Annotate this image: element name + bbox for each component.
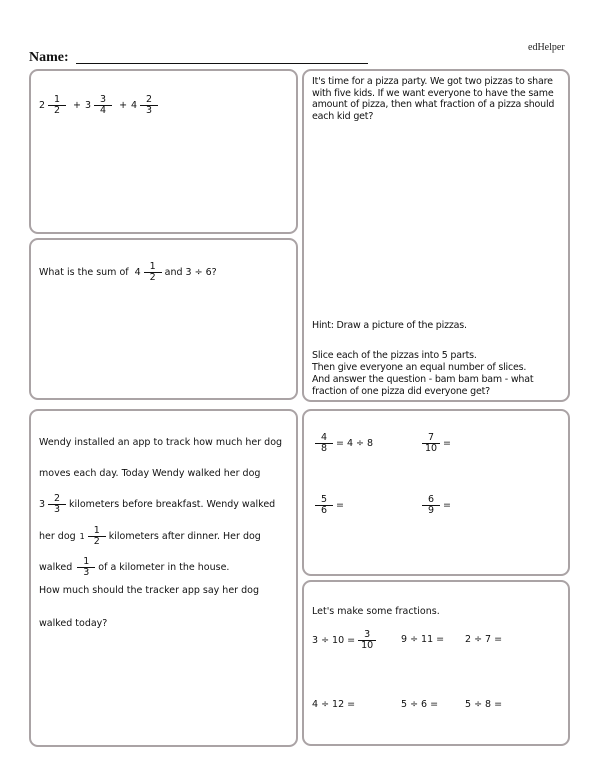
- whole-number: 3: [85, 100, 92, 111]
- fraction: $\frac{2}{3}$: [48, 494, 66, 515]
- problem-box-dog-tracker: [29, 409, 298, 747]
- question-text: and 3 ÷ 6?: [164, 267, 217, 278]
- problem-box-make-fractions: [302, 580, 570, 746]
- story-line: 3 $\frac{2}{3}$ kilometers before breakfast. Wendy walked: [39, 493, 276, 515]
- division-item: 9 ÷ 11 =: [401, 634, 445, 645]
- fraction: $\frac{1}{2}$: [48, 95, 66, 116]
- division-example: 3 ÷ 10 = $\frac{3}{10}$: [312, 630, 379, 651]
- plus-sign: +: [119, 100, 128, 111]
- pizza-step: Slice each of the pizzas into 5 parts.: [312, 350, 477, 361]
- fraction: $\frac{1}{2}$: [88, 526, 106, 547]
- plus-sign: +: [73, 100, 82, 111]
- division-item: 4 ÷ 12 =: [312, 699, 356, 710]
- pizza-step: And answer the question - bam bam bam - what fraction of one pizza did everyone get?: [312, 374, 534, 397]
- name-field-line[interactable]: [76, 63, 368, 64]
- fraction-item: $\frac{6}{9}$ =: [419, 495, 451, 516]
- story-line: walked today?: [39, 618, 108, 629]
- whole-number: 4: [131, 100, 138, 111]
- problem-box-sum-question: [29, 238, 298, 400]
- whole-number: 4: [134, 267, 141, 278]
- pizza-step: Then give everyone an equal number of slices.: [312, 362, 527, 373]
- name-label: Name:: [29, 50, 69, 65]
- make-fractions-title: Let's make some fractions.: [312, 606, 440, 617]
- brand-label: edHelper: [528, 42, 565, 53]
- division-item: 5 ÷ 6 =: [401, 699, 439, 710]
- division-item: 2 ÷ 7 =: [465, 634, 503, 645]
- fraction: $\frac{2}{3}$: [140, 95, 158, 116]
- pizza-question: It's time for a pizza party. We got two pizzas to share with five kids. If we want everyone to have the same amount of pizza, then what fraction of a pizza should each kid get?: [312, 76, 555, 122]
- problem-box-pizza: [302, 69, 570, 402]
- fraction: $\frac{1}{3}$: [77, 557, 95, 578]
- story-line: walked $\frac{1}{3}$ of a kilometer in the house.: [39, 556, 230, 578]
- problem-box-mixed-sum: [29, 69, 298, 234]
- story-line: moves each day. Today Wendy walked her dog: [39, 468, 261, 479]
- story-line: How much should the tracker app say her dog: [39, 585, 259, 596]
- problem-box-fraction-division: [302, 409, 570, 576]
- story-line: her dog 1 $\frac{1}{2}$ kilometers after dinner. Her dog: [39, 525, 261, 547]
- story-line: Wendy installed an app to track how much her dog: [39, 437, 283, 448]
- question-text: What is the sum of: [39, 267, 129, 278]
- fraction-item: $\frac{7}{10}$ =: [419, 433, 451, 454]
- fraction-item: $\frac{5}{6}$ =: [312, 495, 344, 516]
- division-item: 5 ÷ 8 =: [465, 699, 503, 710]
- whole-number: 2: [39, 100, 46, 111]
- pizza-hint: Hint: Draw a picture of the pizzas.: [312, 320, 467, 331]
- fraction-item: $\frac{4}{8}$ = 4 ÷ 8: [312, 433, 373, 454]
- fraction: $\frac{1}{2}$: [144, 262, 162, 283]
- sum-question: [39, 262, 217, 283]
- fraction: $\frac{3}{4}$: [94, 95, 112, 116]
- mixed-sum-expression: [39, 95, 161, 116]
